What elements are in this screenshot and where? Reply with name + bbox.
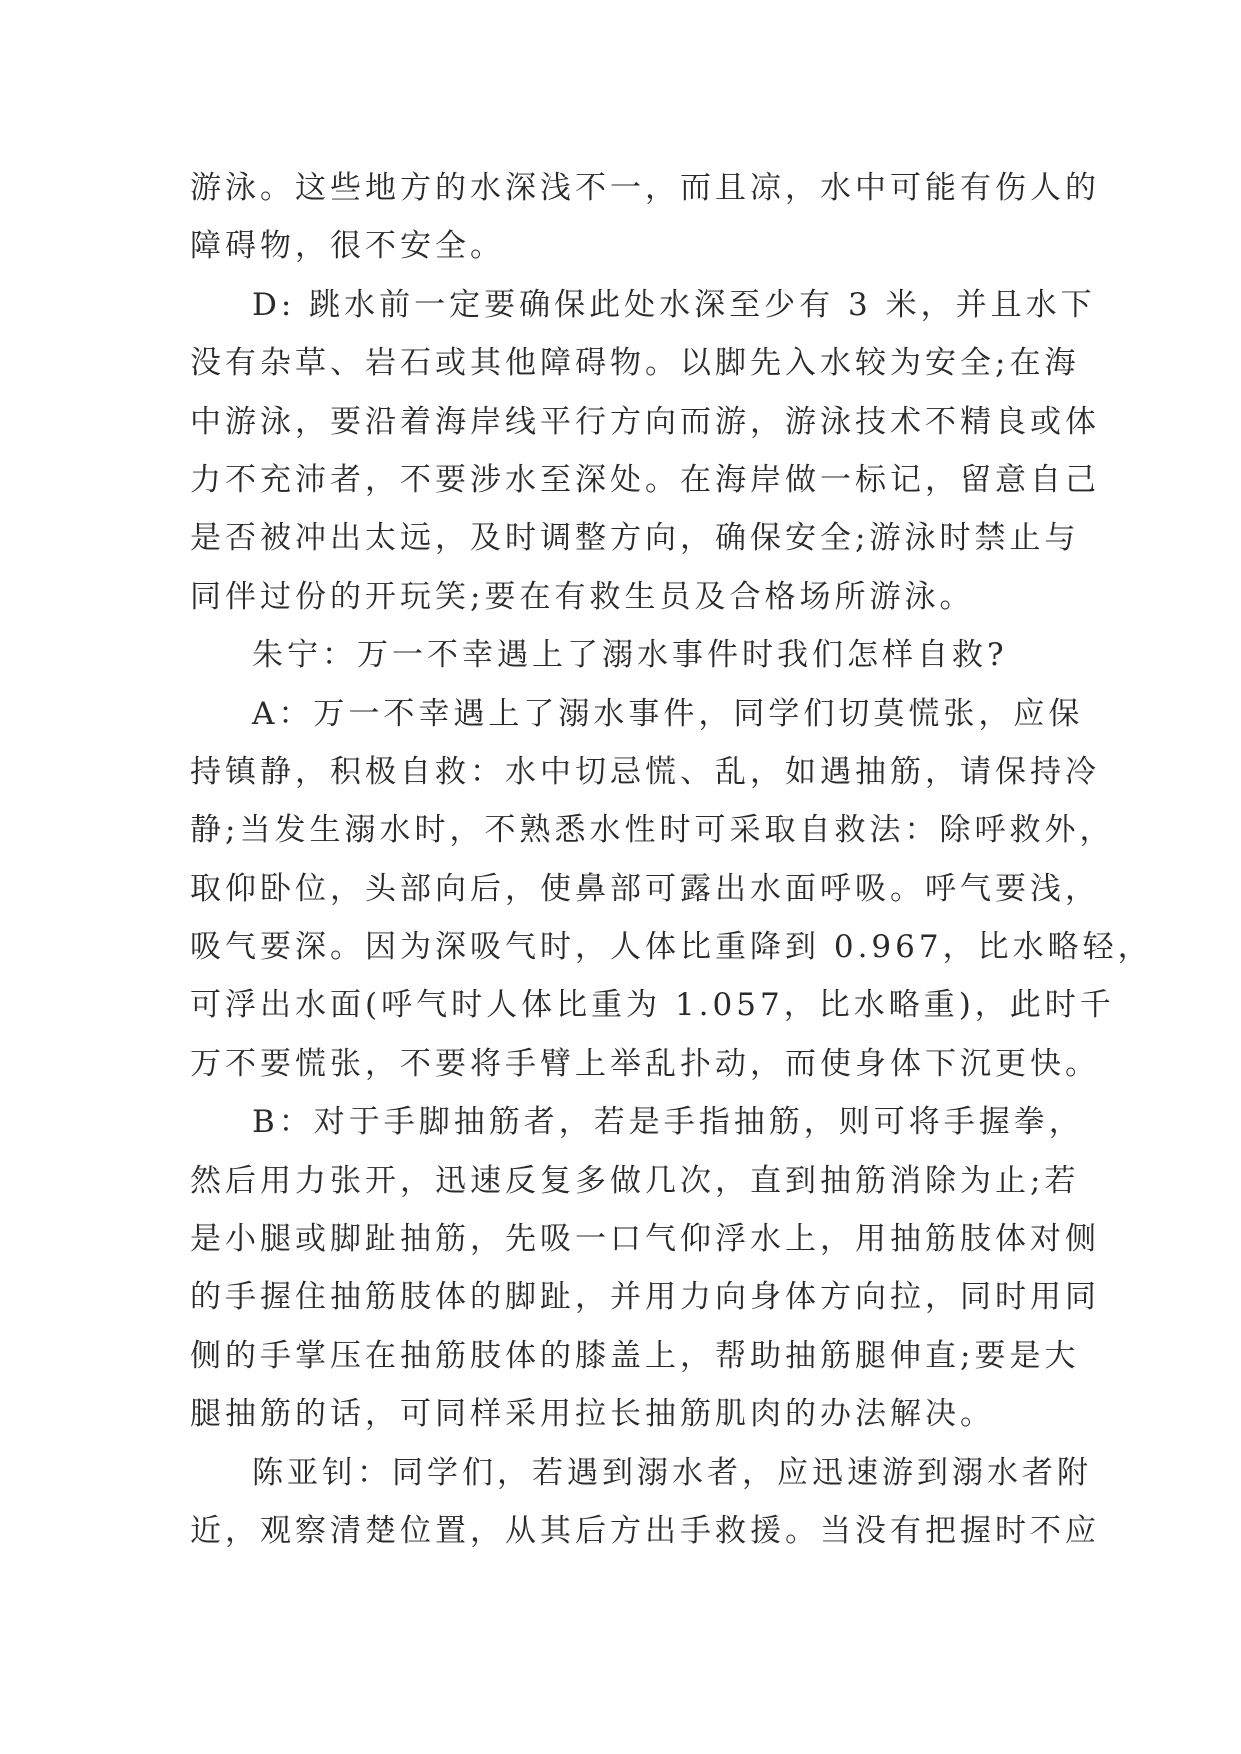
text-line: 然后用力张开，迅速反复多做几次，直到抽筋消除为止;若 — [190, 1162, 1080, 1199]
text-line: 可浮出水面(呼气时人体比重为 1.057，比水略重)，此时千 — [190, 987, 1115, 1024]
paragraph-start-line: 陈亚钊：同学们，若遇到溺水者，应迅速游到溺水者附 — [252, 1454, 1092, 1491]
text-line: 持镇静，积极自救：水中切忌慌、乱，如遇抽筋，请保持冷 — [190, 753, 1100, 790]
text-line: 的手握住抽筋肢体的脚趾，并用力向身体方向拉，同时用同 — [190, 1279, 1100, 1316]
paragraph-start-line: 朱宁：万一不幸遇上了溺水事件时我们怎样自救? — [252, 637, 1008, 674]
paragraph-start-line: D: 跳水前一定要确保此处水深至少有 3 米，并且水下 — [252, 286, 1096, 323]
text-line: 游泳。这些地方的水深浅不一，而且凉，水中可能有伤人的 — [190, 170, 1100, 206]
paragraph-start-line: A：万一不幸遇上了溺水事件，同学们切莫慌张，应保 — [252, 695, 1084, 732]
text-line: 同伴过份的开玩笑;要在有救生员及合格场所游泳。 — [190, 578, 975, 615]
text-line: 没有杂草、岩石或其他障碍物。以脚先入水较为安全;在海 — [190, 345, 1080, 382]
text-line: 是否被冲出太远，及时调整方向，确保安全;游泳时禁止与 — [190, 520, 1080, 557]
text-line: 万不要慌张，不要将手臂上举乱扑动，而使身体下沉更快。 — [190, 1045, 1100, 1082]
text-line: 腿抽筋的话，可同样采用拉长抽筋肌肉的办法解决。 — [190, 1396, 995, 1433]
document-body — [190, 159, 1153, 1560]
text-line: 侧的手掌压在抽筋肢体的膝盖上，帮助抽筋腿伸直;要是大 — [190, 1337, 1080, 1374]
text-line: 吸气要深。因为深吸气时，人体比重降到 0.967，比水略轻， — [190, 929, 1153, 966]
text-line: 中游泳，要沿着海岸线平行方向而游，游泳技术不精良或体 — [190, 403, 1100, 440]
paragraph-start-line: B：对于手脚抽筋者，若是手指抽筋，则可将手握拳， — [252, 1104, 1084, 1141]
text-line: 静;当发生溺水时，不熟悉水性时可采取自救法：除呼救外， — [190, 812, 1115, 849]
text-line: 力不充沛者，不要涉水至深处。在海岸做一标记，留意自己 — [190, 461, 1100, 498]
text-line: 近，观察清楚位置，从其后方出手救援。当没有把握时不应 — [190, 1512, 1100, 1549]
text-line: 障碍物，很不安全。 — [190, 228, 505, 265]
text-line: 是小腿或脚趾抽筋，先吸一口气仰浮水上，用抽筋肢体对侧 — [190, 1221, 1100, 1258]
text-line: 取仰卧位，头部向后，使鼻部可露出水面呼吸。呼气要浅， — [190, 870, 1100, 907]
